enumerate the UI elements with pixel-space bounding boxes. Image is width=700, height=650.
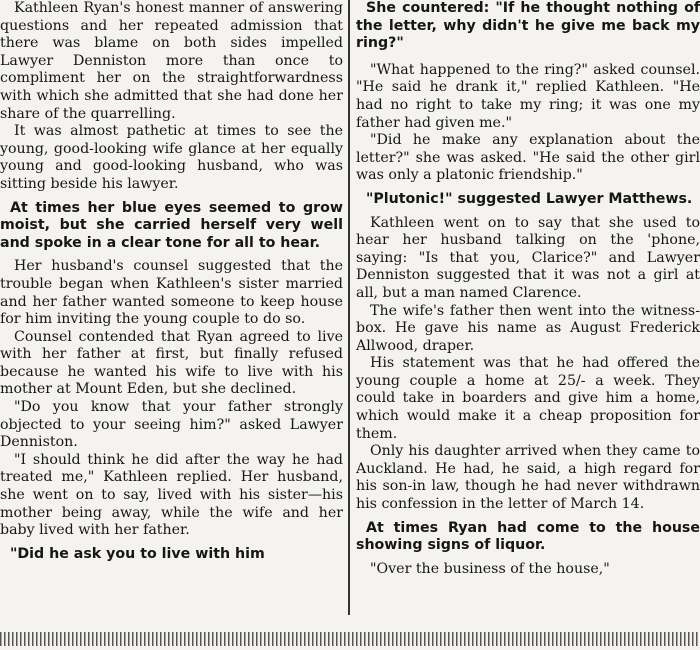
paragraph: Only his daughter arrived when they came to Auckland. He had, he said, a high regard for his son-in law, though he had never withdrawn his confession in the letter of March 14.	[356, 443, 700, 513]
paragraph: "I should think he did after the way he had treated me," Kathleen replied. Her husband, she went on to say, lived with his sister—his mother being away, while the wife and her baby lived with her father.	[0, 451, 343, 539]
bold-paragraph: She countered: "If he thought nothing of the letter, why didn't he give me back my ring?"	[356, 0, 700, 52]
paragraph: Counsel contended that Ryan agreed to live with her father at first, but finally refused because he wanted his wife to live with his mother at Mount Eden, but she declined.	[0, 328, 343, 398]
page-edge-strip	[0, 632, 700, 646]
bold-paragraph: At times Ryan had come to the house showing signs of liquor.	[356, 519, 700, 554]
bold-paragraph: "Plutonic!" suggested Lawyer Matthews.	[366, 190, 693, 207]
paragraph: The wife's father then went into the witness-box. He gave his name as August Frederick Allwood, draper.	[356, 302, 700, 354]
paragraph: Her husband's counsel suggested that the trouble began when Kathleen's sister married and her father wanted someone to keep house for him inviting the young couple to do so.	[0, 258, 343, 328]
paragraph: "Did he make any explanation about the letter?" she was asked. "He said the other girl was only a platonic friendship."	[356, 132, 700, 184]
paragraph: "Over the business of the house,"	[370, 560, 610, 577]
left-column	[0, 0, 343, 563]
column-divider	[348, 0, 350, 615]
bold-paragraph: At times her blue eyes seemed to grow moist, but she carried herself very well and spoke in a clear tone for all to hear.	[0, 199, 343, 251]
paragraph: "What happened to the ring?" asked counsel. "He said he drank it," replied Kathleen. "He had no right to take my ring; it was one my father had given me."	[356, 61, 700, 131]
paragraph: Kathleen went on to say that she used to hear her husband talking on the 'phone, saying: "Is that you, Clarice?" and Lawyer Denniston suggested that it was not a girl at all, but a man named Clarence.	[356, 214, 700, 301]
paragraph: Kathleen Ryan's honest manner of answering questions and her repeated admission that there was blame on both sides impelled Lawyer Denniston more than once to compliment her on the straightforwardness with which she admitted that she had done her share of the quarrelling.	[0, 0, 343, 122]
right-column	[356, 0, 700, 578]
paragraph: His statement was that he had offered the young couple a home at 25/- a week. They could take in boarders and give him a home, which would make it a cheap proposition for them.	[356, 355, 700, 442]
bold-paragraph: "Did he ask you to live with him	[10, 545, 265, 562]
paragraph: It was almost pathetic at times to see the young, good-looking wife glance at her equally young and good-looking husband, who was sitting beside his lawyer.	[0, 123, 343, 192]
paragraph: "Do you know that your father strongly objected to your seeing him?" asked Lawyer Denniston.	[0, 399, 343, 451]
